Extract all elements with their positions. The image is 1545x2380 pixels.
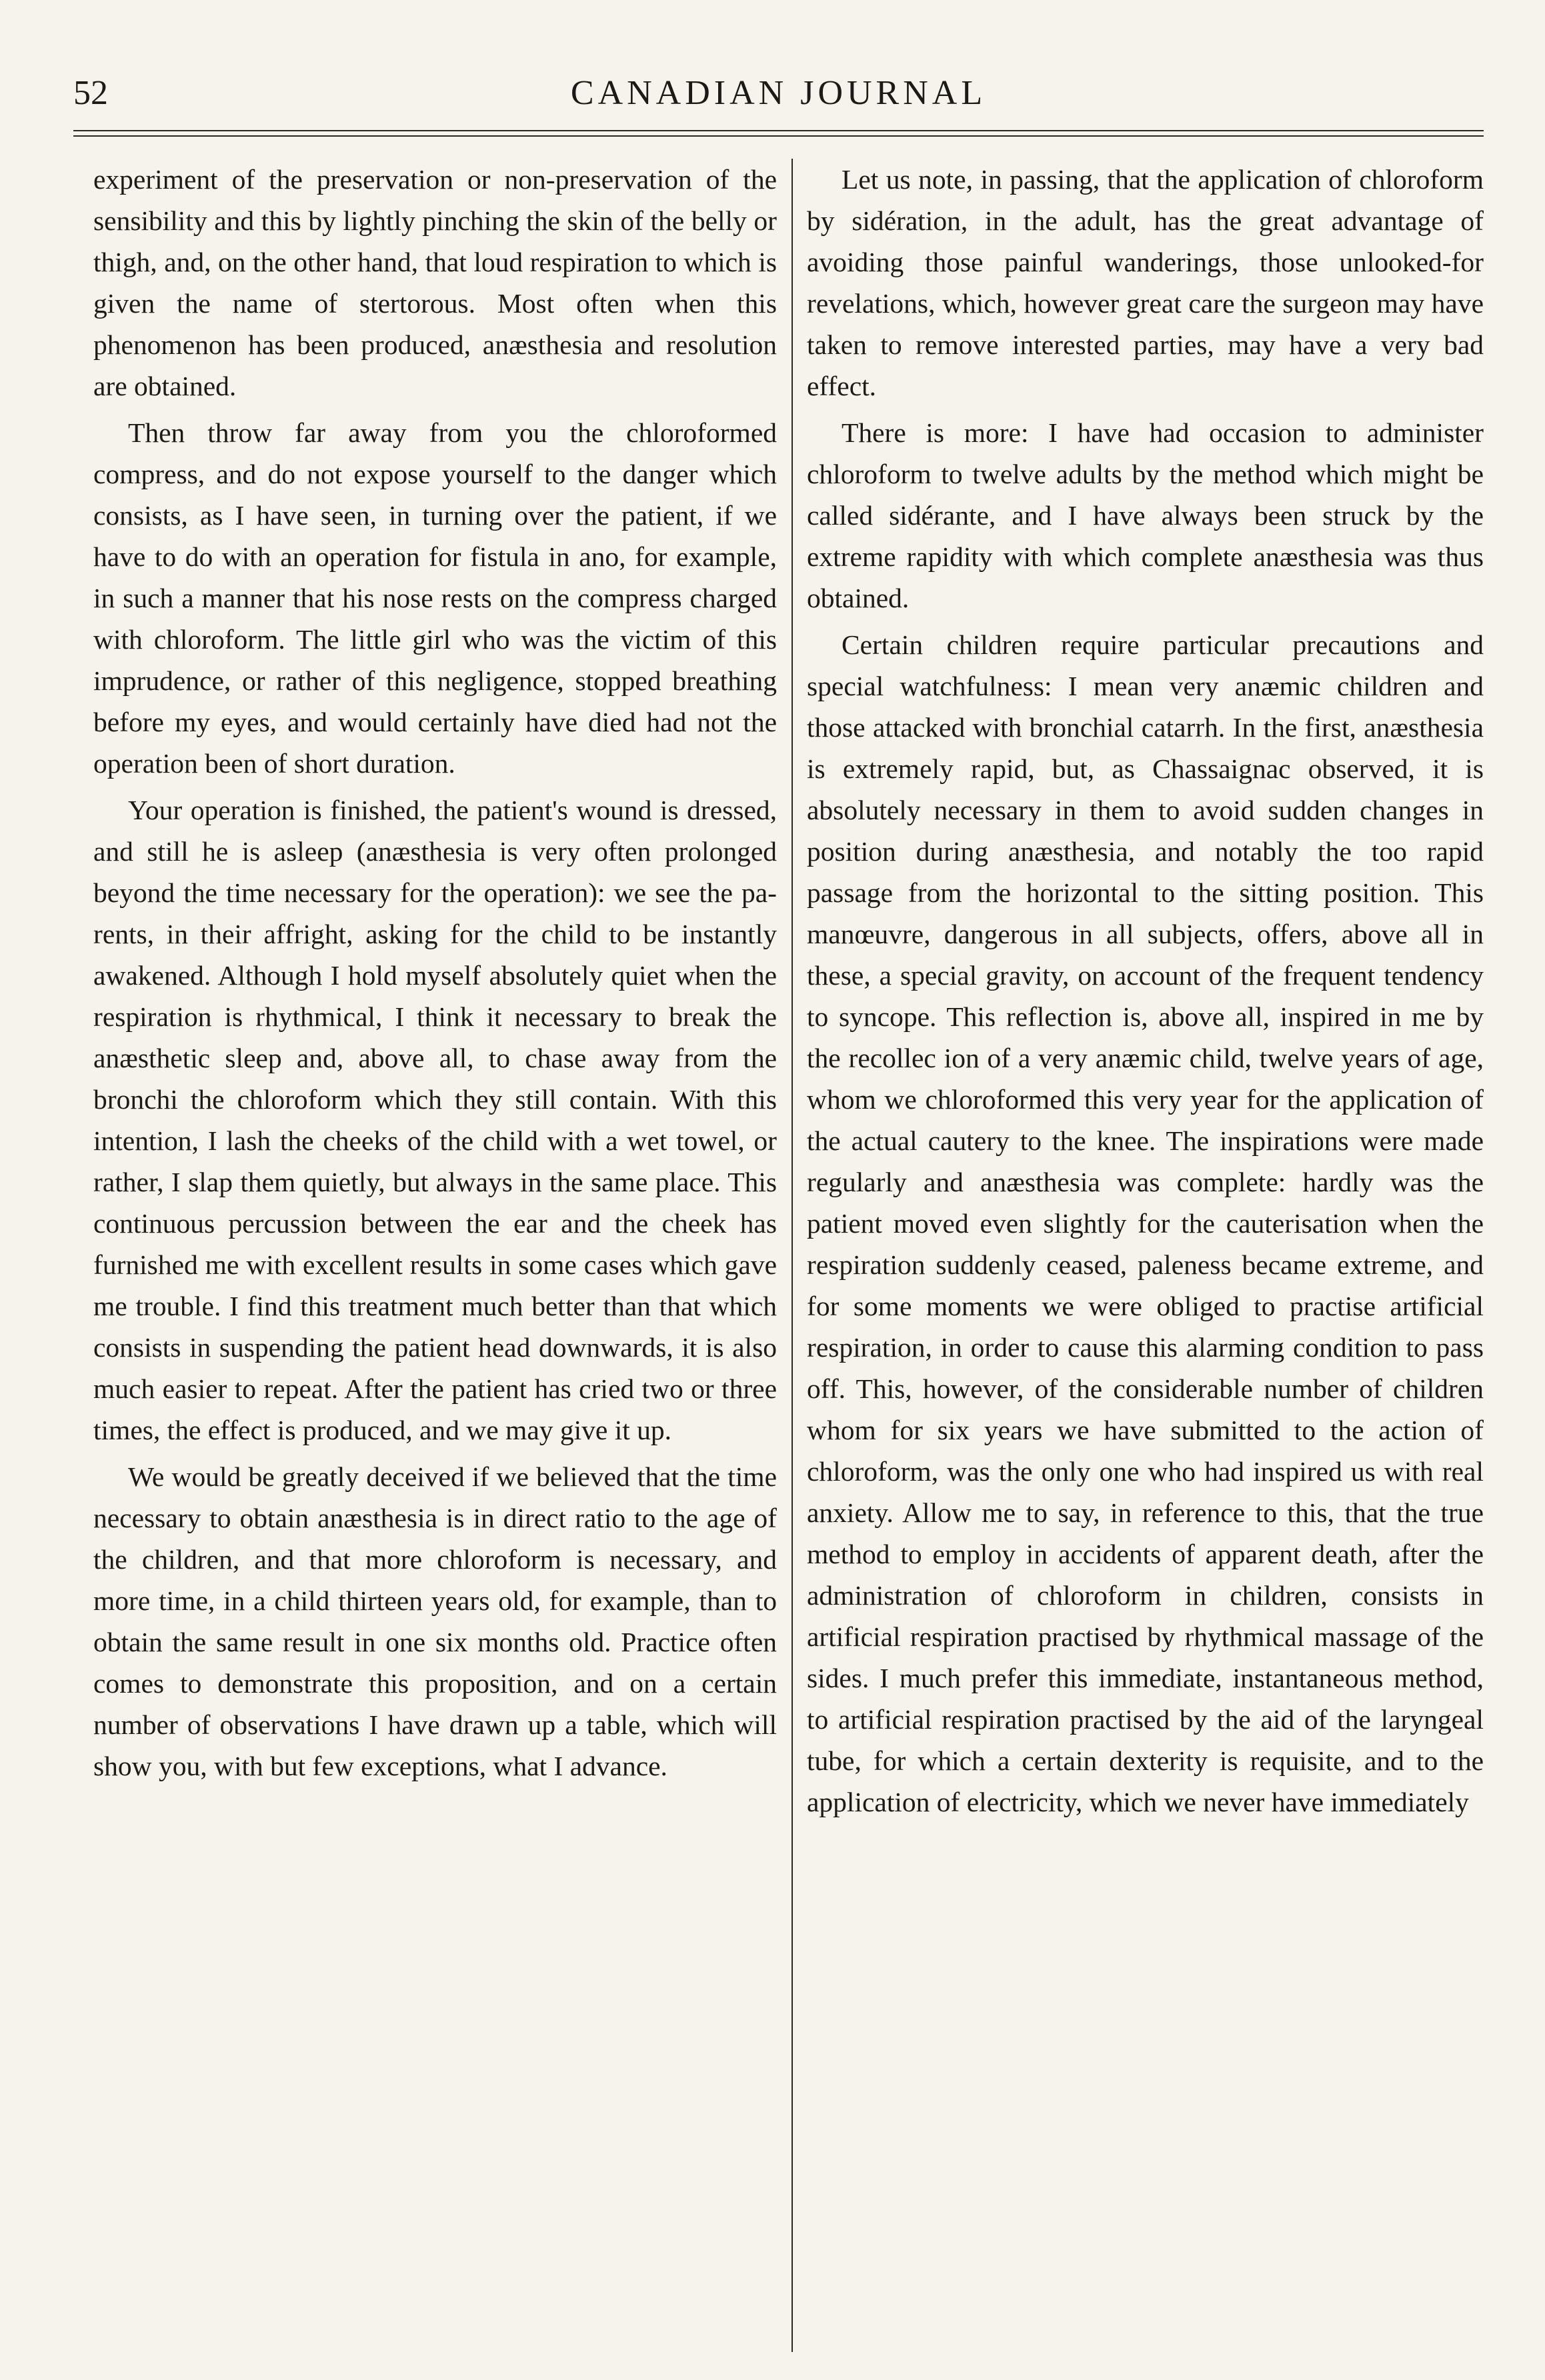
right-column: [807, 159, 1484, 2352]
running-header: [73, 67, 1484, 120]
right-paragraph-1: Let us note, in passing, that the application of chloroform by sidération, in the adult, has the great advantage of avoiding those painful wanderings, those unlooked-for revelations, which, however great care the surgeon may have taken to remove interested parties, may have a very bad effect.: [807, 164, 1484, 401]
right-paragraph-3: Certain children require particular precautions and special watchfulness: I mean very anæmic children and those attacked with bronchial catarrh. In the first, anæsthesia is extremely rapid, but, as Chassaignac observed, it is absolutely necessary in them to avoid sudden changes in position during anæsthesia, and notably the too rapid passage from the horizontal to the sitting position. This manœuvre, dangerous in all subjects, offers, above all in these, a special gravity, on account of the frequent tendency to syncope. This reflection is, above all, inspired in me by the recollec ion of a very anæmic child, twelve years of age, whom we chloroformed this very year for the application of the actual cautery to the knee. The inspirations were made regularly and anæsthesia was complete: hardly was the patient moved even slightly for the cauterisation when the respiration suddenly ceased, paleness became extreme, and for some moments we were obliged to practise artificial respiration, in order to cause this alarming condition to pass off. This, however, of the considerable number of children whom for six years we have submitted to the action of chloroform, was the only one who had inspired us with real anxiety. Allow me to say, in reference to this, that the true method to employ in accidents of apparent death, after the administration of chloroform in children, consists in artificial respiration practised by rhythmical massage of the sides. I much prefer this immediate, instantaneous method, to artificial respiration practised by the aid of the laryngeal tube, for which a certain dexterity is requisite, and to the application of electricity, which we never have immediately: [807, 629, 1484, 1817]
header-rule-bottom: [73, 135, 1484, 137]
left-column: [93, 159, 777, 2352]
column-divider: [792, 159, 793, 2352]
left-paragraph-4: We would be greatly deceived if we believed that the time necessary to obtain anæsthesia is in direct ratio to the age of the children, and that more chloroform is necessary, and more time, in a child thirteen years old, for example, than to obtain the same result in one six months old. Practice often comes to demonstrate this proposition, and on a certain number of observations I have drawn up a table, which will show you, with but few exceptions, what I advance.: [93, 1461, 777, 1781]
header-rule-top: [73, 130, 1484, 131]
right-paragraph-2: There is more: I have had occasion to administer chloroform to twelve adults by the method which might be called sidérante, and I have always been struck by the extreme rapidity with which complete anæsthesia was thus obtained.: [807, 417, 1484, 613]
page-number: 52: [73, 74, 108, 112]
left-paragraph-2: Then throw far away from you the chloroformed compress, and do not expose yourself to the danger which consists, as I have seen, in turning over the patient, if we have to do with an operation for fistula in ano, for example, in such a manner that his nose rests on the compress charged with chloroform. The little girl who was the victim of this imprudence, or rather of this negligence, stopped breathing before my eyes, and would certainly have died had not the operation been of short duration.: [93, 417, 777, 779]
journal-title: CANADIAN JOURNAL: [570, 74, 987, 112]
left-paragraph-1: experiment of the preservation or non-preservation of the sensibility and this by lightly pinching the skin of the belly or thigh, and, on the other hand, that loud respiration to which is given the name of stertorous. Most often when this phenomenon has been produced, anæsthesia and resolution are obtained.: [93, 164, 777, 401]
left-paragraph-3: Your operation is finished, the patient's wound is dressed, and still he is asleep (anæsthesia is very often prolonged beyond the time necessary for the operation): we see the parents, in their affright, asking for the child to be instantly awakened. Although I hold myself absolutely quiet when the respiration is rhythmical, I think it necessary to break the anæsthetic sleep and, above all, to chase away from the bronchi the chloroform which they still contain. With this intention, I lash the cheeks of the child with a wet towel, or rather, I slap them quietly, but always in the same place. This continuous percussion between the ear and the cheek has furnished me with excellent results in some cases which gave me trouble. I find this treatment much better than that which consists in suspending the patient head downwards, it is also much easier to repeat. After the patient has cried two or three times, the effect is produced, and we may give it up.: [93, 795, 777, 1445]
